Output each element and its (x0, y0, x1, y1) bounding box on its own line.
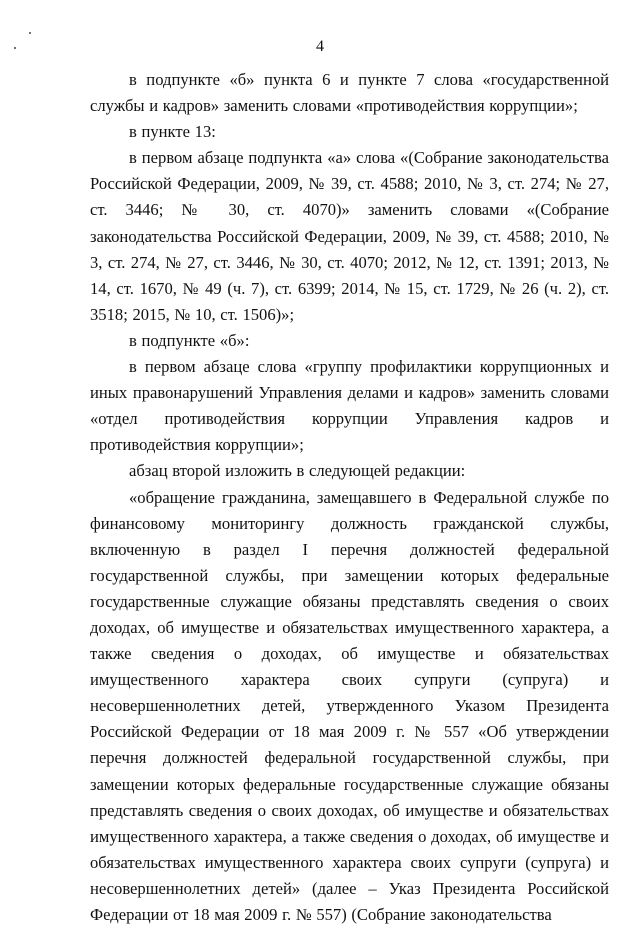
paragraph: в подпункте «б»: (90, 328, 609, 354)
document-body (90, 67, 609, 928)
paragraph: абзац второй изложить в следующей редакции: (90, 458, 609, 484)
page-number: 4 (0, 38, 640, 56)
paragraph: в подпункте «б» пункта 6 и пункте 7 слова «государственной службы и кадров» заменить словами «противодействия коррупции»; (90, 67, 609, 119)
scan-speck (29, 32, 31, 34)
paragraph: в первом абзаце подпункта «а» слова «(Собрание законодательства Российской Федерации, 2009, № 39, ст. 4588; 2010, № 3, ст. 274; № 27, ст. 3446; № 30, ст. 4070)» заменить словами «(Собрание законодательства Российской Федерации, 2009, № 39, ст. 4588; 2010, № 3, ст. 274, № 27, ст. 3446, № 30, ст. 4070; 2012, № 12, ст. 1391; 2013, № 14, ст. 1670, № 49 (ч. 7), ст. 6399; 2014, № 15, ст. 1729, № 26 (ч. 2), ст. 3518; 2015, № 10, ст. 1506)»; (90, 145, 609, 328)
paragraph: в пункте 13: (90, 119, 609, 145)
paragraph: «обращение гражданина, замещавшего в Федеральной службе по финансовому мониторингу должность гражданской службы, включенную в раздел I перечня должностей федеральной государственной службы, при замещении которых федеральные государственные служащие обязаны представлять сведения о своих доходах, об имуществе и обязательствах имущественного характера, а также сведения о доходах, об имуществе и обязательствах имущественного характера своих супруги (супруга) и несовершеннолетних детей, утвержденного Указом Президента Российской Федерации от 18 мая 2009 г. № 557 «Об утверждении перечня должностей федеральной государственной службы, при замещении которых федеральные государственные служащие обязаны представлять сведения о своих доходах, об имуществе и обязательствах имущественного характера, а также сведения о доходах, об имуществе и обязательствах имущественного характера своих супруги (супруга) и несовершеннолетних детей» (далее – Указ Президента Российской Федерации от 18 мая 2009 г. № 557) (Собрание законодательства (90, 485, 609, 928)
paragraph: в первом абзаце слова «группу профилактики коррупционных и иных правонарушений Управления делами и кадров» заменить словами «отдел противодействия коррупции Управления кадров и противодействия коррупции»; (90, 354, 609, 458)
